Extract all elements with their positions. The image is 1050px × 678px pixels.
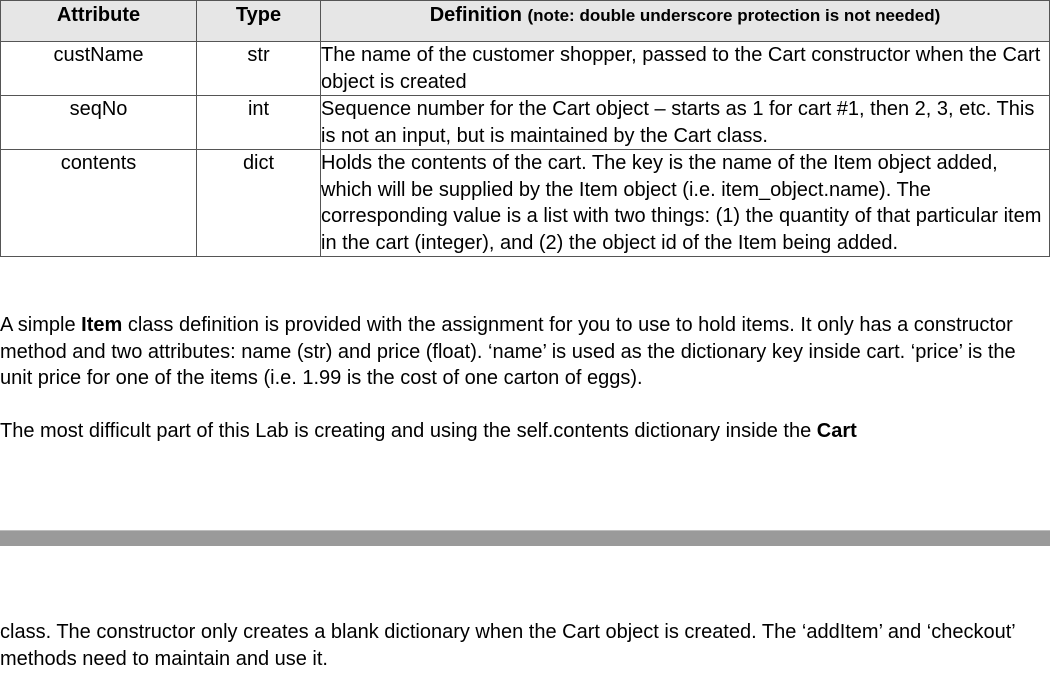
attribute-table	[0, 0, 1050, 257]
item-class-paragraph: A simple Item class definition is provided with the assignment for you to use to hold items. It only has a constructor method and two attributes: name (str) and price (float). ‘name’ is used as the dictionary key inside cart. ‘price’ is the unit price for one of the items (i.e. 1.99 is the cost of one carton of eggs).	[0, 314, 1016, 389]
cell-type: int	[197, 96, 321, 150]
header-definition-label: Definition	[429, 4, 522, 26]
header-definition-note: (note: double underscore protection is not needed)	[527, 6, 941, 25]
cell-definition: Sequence number for the Cart object – starts as 1 for cart #1, then 2, 3, etc. This is not an input, but is maintained by the Cart class.	[321, 96, 1050, 150]
page-break-divider	[0, 530, 1050, 546]
difficulty-paragraph: The most difficult part of this Lab is creating and using the self.contents dictionary inside the Cart	[0, 420, 857, 442]
header-type: Type	[197, 1, 321, 42]
continuation-paragraph: class. The constructor only creates a blank dictionary when the Cart object is created. The ‘addItem’ and ‘checkout’ methods need to maintain and use it.	[0, 621, 1015, 670]
header-attribute: Attribute	[1, 1, 197, 42]
cell-type: str	[197, 42, 321, 96]
item-class-name: Item	[81, 314, 123, 336]
table-header-row	[1, 1, 1050, 42]
cell-attribute: custName	[1, 42, 197, 96]
table-row	[1, 42, 1050, 96]
table-row	[1, 150, 1050, 257]
cell-definition: Holds the contents of the cart. The key is the name of the Item object added, which will be supplied by the Item object (i.e. item_object.name). The corresponding value is a list with two things: (1) the quantity of that particular item in the cart (integer), and (2) the object id of the Item being added.	[321, 150, 1050, 257]
cell-attribute: seqNo	[1, 96, 197, 150]
cell-type: dict	[197, 150, 321, 257]
cart-class-name: Cart	[816, 420, 857, 442]
table-row	[1, 96, 1050, 150]
cell-attribute: contents	[1, 150, 197, 257]
cell-definition: The name of the customer shopper, passed to the Cart constructor when the Cart object is created	[321, 42, 1050, 96]
header-definition	[321, 1, 1050, 42]
